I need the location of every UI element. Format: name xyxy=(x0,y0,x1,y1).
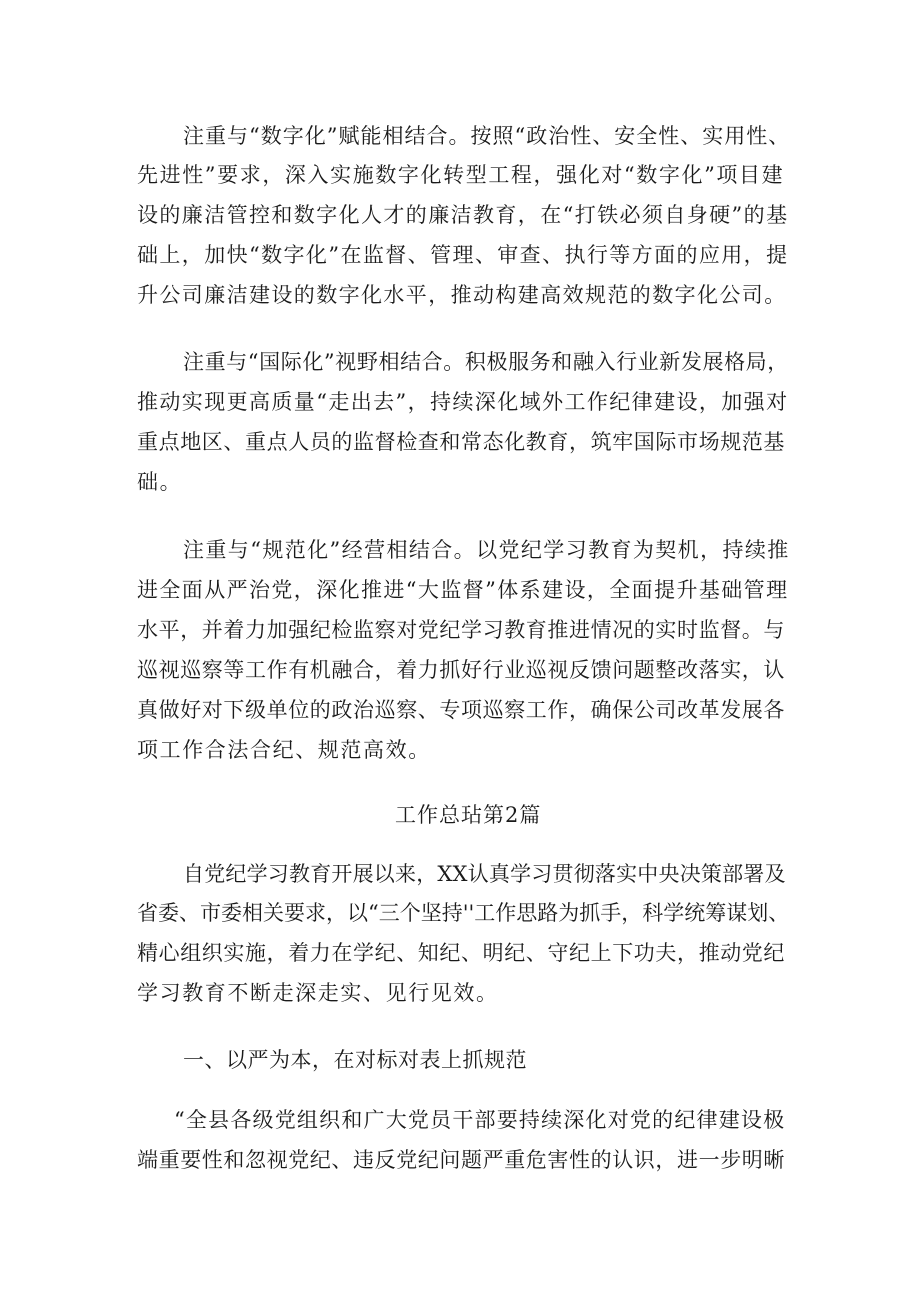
text-line: 学习教育不断走深走实、见行见效。 xyxy=(137,981,499,1005)
text-line: 设的廉洁管控和数字化人才的廉洁教育，在“打铁必须自身硬”的基 xyxy=(137,203,789,227)
text-line: 精心组织实施，着力在学纪、知纪、明纪、守纪上下功夫，推动党纪 xyxy=(137,941,785,965)
text-line: 项工作合法合纪、规范高效。 xyxy=(137,738,431,762)
section-heading: 一、以严为本，在对标对表上抓规范 xyxy=(183,1048,527,1072)
text-line: 注重与“数字化”赋能相结合。按照“政治性、安全性、实用性、 xyxy=(183,124,791,148)
text-line: 础上，加快“数字化”在监督、管理、审查、执行等方面的应用，提 xyxy=(137,243,789,267)
text-line: 自党纪学习教育开展以来，XX认真学习贯彻落实中央决策部署及 xyxy=(183,862,786,886)
text-line: 真做好对下级单位的政治巡察、专项巡察工作，确保公司改革发展各 xyxy=(137,698,785,722)
text-line: 推动实现更高质量“走出去”，持续深化域外工作纪律建设，加强对 xyxy=(137,390,789,414)
text-line: 注重与“规范化”经营相结合。以党纪学习教育为契机，持续推 xyxy=(183,538,790,562)
section-title: 工作总玷第2篇 xyxy=(395,803,542,827)
text-line: 础。 xyxy=(137,470,183,494)
text-line: 水平，并着力加强纪检监察对党纪学习教育推进情况的实时监督。与 xyxy=(137,618,785,642)
text-line: 端重要性和忽视党纪、违反党纪问题严重危害性的认识，进一步明晰 xyxy=(137,1148,785,1172)
text-line: 先进性”要求，深入实施数字化转型工程，强化对“数字化”项目建 xyxy=(137,163,785,187)
text-line: 重点地区、重点人员的监督检查和常态化教育，筑牢国际市场规范基 xyxy=(137,430,785,454)
text-line: 升公司廉洁建设的数字化水平，推动构建高效规范的数字化公司。 xyxy=(137,283,787,307)
text-line: 巡视巡察等工作有机融合，着力抓好行业巡视反馈问题整改落实，认 xyxy=(137,658,785,682)
text-line: 进全面从严治党，深化推进“大监督”体系建设，全面提升基础管理 xyxy=(137,578,789,602)
text-line: 省委、市委相关要求，以“三个坚持''工作思路为抓手，科学统筹谋划、 xyxy=(137,901,790,925)
text-line: 注重与“国际化”视野相结合。积极服务和融入行业新发展格局， xyxy=(183,350,789,374)
text-line: “全县各级党组织和广大党员干部要持续深化对党的纪律建设极 xyxy=(174,1108,786,1132)
